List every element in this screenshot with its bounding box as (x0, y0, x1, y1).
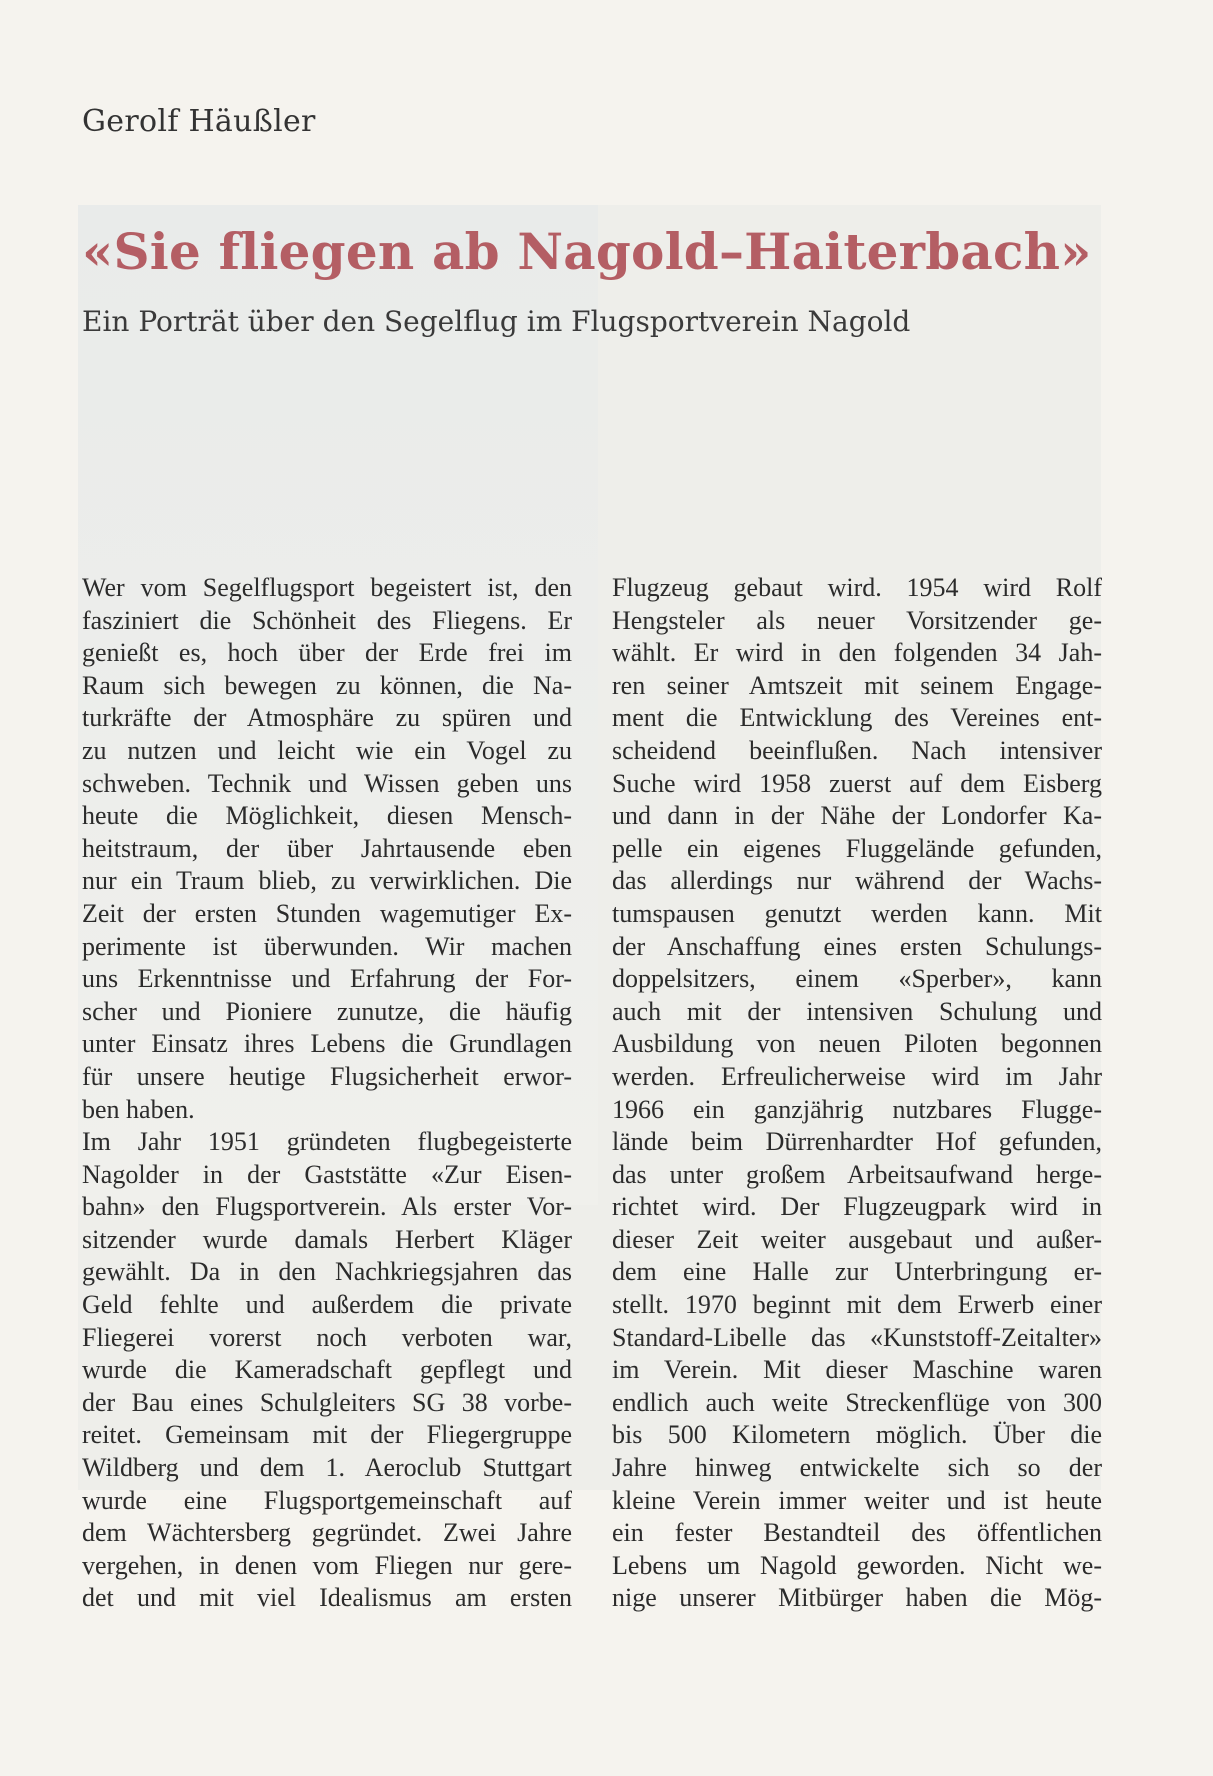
text-line: Raum sich bewegen zu können, die Na- (82, 670, 572, 700)
text-line: scheidend beeinflußen. Nach intensiver (612, 735, 1102, 765)
text-line: wurde die Kameradschaft gepflegt und (82, 1355, 572, 1385)
text-line: im Verein. Mit dieser Maschine waren (612, 1355, 1102, 1385)
text-line: zu nutzen und leicht wie ein Vogel zu (82, 735, 572, 765)
text-line: und dann in der Nähe der Londorfer Ka- (612, 801, 1102, 831)
text-line: reitet. Gemeinsam mit der Fliegergruppe (82, 1420, 572, 1450)
text-line: Nagolder in der Gaststätte «Zur Eisen- (82, 1159, 572, 1189)
text-line: uns Erkenntnisse und Erfahrung der For- (82, 964, 572, 994)
text-line: bis 500 Kilometern möglich. Über die (612, 1420, 1102, 1450)
text-line: nur ein Traum blieb, zu verwirklichen. Die (82, 866, 572, 896)
text-line: ren seiner Amtszeit mit seinem Engage- (612, 670, 1102, 700)
text-line: dieser Zeit weiter ausgebaut und außer- (612, 1224, 1102, 1254)
text-line: das allerdings nur während der Wachs- (612, 866, 1102, 896)
text-line: Standard-Libelle das «Kunststoff-Zeitalter» (612, 1322, 1102, 1352)
text-line: unter Einsatz ihres Lebens die Grundlagen (82, 1029, 572, 1059)
text-line: ben haben. (82, 1094, 195, 1124)
text-line: Ausbildung von neuen Piloten begonnen (612, 1029, 1102, 1059)
text-line: scher und Pioniere zunutze, die häufig (82, 996, 572, 1026)
text-line: fasziniert die Schönheit des Fliegens. Er (82, 605, 572, 635)
text-line: wurde eine Flugsportgemeinschaft auf (82, 1485, 572, 1515)
text-line: sitzender wurde damals Herbert Kläger (82, 1224, 572, 1254)
text-line: Hengsteler als neuer Vorsitzender ge- (612, 605, 1102, 635)
text-line: dem eine Halle zur Unterbringung er- (612, 1257, 1102, 1287)
text-line: bahn» den Flugsportverein. Als erster Vor- (82, 1192, 572, 1222)
text-column-left (82, 572, 572, 1615)
text-line: doppelsitzers, einem «Sperber», kann (612, 964, 1102, 994)
text-line: pelle ein eigenes Fluggelände gefunden, (612, 833, 1102, 863)
text-line: Fliegerei vorerst noch verboten war, (82, 1322, 572, 1352)
text-line: dem Wächtersberg gegründet. Zwei Jahre (82, 1518, 572, 1548)
text-line: heute die Möglichkeit, diesen Mensch- (82, 801, 572, 831)
text-line: Zeit der ersten Stunden wagemutiger Ex- (82, 898, 572, 928)
text-line: Lebens um Nagold geworden. Nicht we- (612, 1550, 1102, 1580)
text-line: Wer vom Segelflugsport begeistert ist, den (82, 573, 572, 602)
text-line: tumspausen genutzt werden kann. Mit (612, 898, 1102, 928)
text-line: werden. Erfreulicherweise wird im Jahr (612, 1061, 1102, 1091)
text-line: Flugzeug gebaut wird. 1954 wird Rolf (612, 573, 1102, 602)
author-name: Gerolf Häußler (82, 104, 316, 139)
text-line: lände beim Dürrenhardter Hof gefunden, (612, 1127, 1102, 1157)
text-line: det und mit viel Idealismus am ersten (82, 1583, 572, 1613)
text-line: vergehen, in denen vom Fliegen nur gere- (82, 1550, 572, 1580)
text-line: gewählt. Da in den Nachkriegsjahren das (82, 1257, 572, 1287)
text-line: stellt. 1970 beginnt mit dem Erwerb einer (612, 1290, 1102, 1320)
text-line: 1966 ein ganzjährig nutzbares Flugge- (612, 1094, 1102, 1124)
text-line: richtet wird. Der Flugzeugpark wird in (612, 1192, 1102, 1222)
text-line: der Bau eines Schulgleiters SG 38 vorbe- (82, 1387, 572, 1417)
text-line: kleine Verein immer weiter und ist heute (612, 1485, 1102, 1515)
text-line: ein fester Bestandteil des öffentlichen (612, 1518, 1102, 1548)
text-line: Geld fehlte und außerdem die private (82, 1290, 572, 1320)
text-line: heitstraum, der über Jahrtausende eben (82, 833, 572, 863)
article-title: «Sie fliegen ab Nagold–Haiterbach» (82, 222, 1092, 281)
text-line: der Anschaffung eines ersten Schulungs- (612, 931, 1102, 961)
text-line: nige unserer Mitbürger haben die Mög- (612, 1583, 1102, 1613)
text-line: endlich auch weite Streckenflüge von 300 (612, 1387, 1102, 1417)
text-line: Suche wird 1958 zuerst auf dem Eisberg (612, 768, 1102, 798)
text-line: wählt. Er wird in den folgenden 34 Jah- (612, 638, 1102, 668)
text-line: auch mit der intensiven Schulung und (612, 996, 1102, 1026)
text-line: Jahre hinweg entwickelte sich so der (612, 1453, 1102, 1483)
text-line: ment die Entwicklung des Vereines ent- (612, 703, 1102, 733)
text-line: perimente ist überwunden. Wir machen (82, 931, 572, 961)
text-line: schweben. Technik und Wissen geben uns (82, 768, 572, 798)
text-line: genießt es, hoch über der Erde frei im (82, 638, 572, 668)
text-line: Im Jahr 1951 gründeten flugbegeisterte (82, 1127, 572, 1157)
article-subtitle: Ein Porträt über den Segelflug im Flugsportverein Nagold (82, 305, 911, 338)
text-line: Wildberg und dem 1. Aeroclub Stuttgart (82, 1453, 572, 1483)
text-line: für unsere heutige Flugsicherheit erwor- (82, 1061, 572, 1091)
text-line: das unter großem Arbeitsaufwand herge- (612, 1159, 1102, 1189)
text-line: turkräfte der Atmosphäre zu spüren und (82, 703, 572, 733)
text-column-right (612, 572, 1102, 1615)
